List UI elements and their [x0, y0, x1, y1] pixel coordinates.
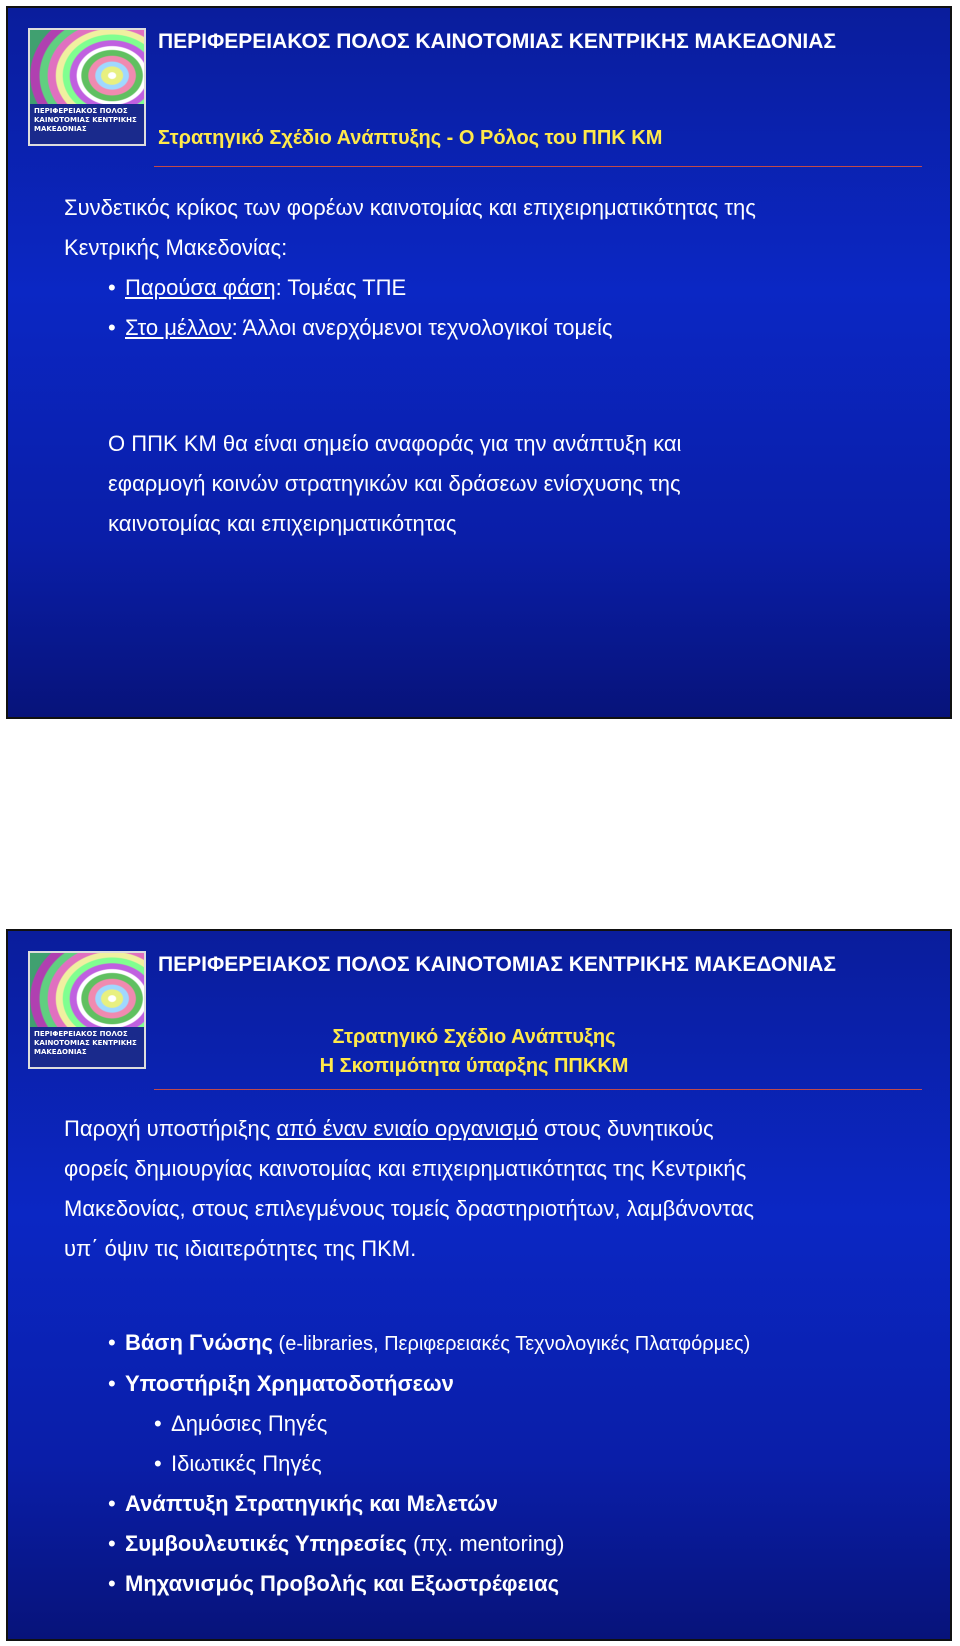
bullet-list: [108, 268, 756, 348]
slide-2: [6, 929, 952, 1641]
intro-line: Συνδετικός κρίκος των φορέων καινοτομίας και επιχειρηματικότητας της: [64, 195, 756, 220]
bullet-text: : Άλλοι ανερχόμενοι τεχνολογικοί τομείς: [231, 315, 613, 340]
item-detail: (πχ. mentoring): [406, 1531, 565, 1556]
subtitle-line: Η Σκοπιμότητα ύπαρξης ΠΠΚΚΜ: [319, 1055, 629, 1077]
list-item: [154, 1404, 750, 1444]
paragraph-line: εφαρμογή κοινών στρατηγικών και δράσεων ενίσχυσης της: [108, 471, 681, 496]
item-title: Δημόσιες Πηγές: [171, 1411, 328, 1436]
intro-text: [64, 188, 756, 348]
bullet-text: : Τομέας ΤΠΕ: [275, 275, 407, 300]
list-item: [108, 1564, 750, 1604]
intro-line: Κεντρικής Μακεδονίας:: [64, 235, 288, 260]
paragraph-line: υπ΄ όψιν τις ιδιαιτερότητες της ΠΚΜ.: [64, 1236, 417, 1261]
list-item: [154, 1444, 750, 1484]
role-paragraph: [108, 424, 681, 544]
slide-subtitle: Στρατηγικό Σχέδιο Ανάπτυξης - Ο Ρόλος του ΠΠΚ ΚΜ: [158, 127, 663, 149]
paragraph-text: στους δυνητικούς: [537, 1116, 714, 1141]
list-item: [108, 1484, 750, 1524]
item-title: Ανάπτυξη Στρατηγικής και Μελετών: [125, 1491, 499, 1516]
list-item: [108, 268, 756, 308]
title-divider: [154, 1089, 922, 1090]
paragraph-line: φορείς δημιουργίας καινοτομίας και επιχειρηματικότητας της Κεντρικής: [64, 1156, 747, 1181]
item-title: Μηχανισμός Προβολής και Εξωστρέφειας: [125, 1571, 560, 1596]
slide-1: [6, 6, 952, 719]
logo-caption: ΠΕΡΙΦΕΡΕΙΑΚΟΣ ΠΟΛΟΣ ΚΑΙΝΟΤΟΜΙΑΣ ΚΕΝΤΡΙΚΗΣ ΜΑΚΕΔΟΝΙΑΣ: [30, 1027, 144, 1067]
paragraph-text: Παροχή υποστήριξης: [64, 1116, 277, 1141]
list-item: [108, 308, 756, 348]
paragraph-line: Ο ΠΠΚ ΚΜ θα είναι σημείο αναφοράς για την ανάπτυξη και: [108, 431, 682, 456]
purpose-paragraph: [64, 1109, 754, 1269]
subtitle-line: Στρατηγικό Σχέδιο Ανάπτυξης: [332, 1026, 616, 1048]
logo-caption: ΠΕΡΙΦΕΡΕΙΑΚΟΣ ΠΟΛΟΣ ΚΑΙΝΟΤΟΜΙΑΣ ΚΕΝΤΡΙΚΗΣ ΜΑΚΕΔΟΝΙΑΣ: [30, 104, 144, 144]
organization-logo-icon: [28, 28, 146, 146]
list-item: [108, 1364, 750, 1404]
organization-logo-icon: [28, 951, 146, 1069]
paragraph-line: Μακεδονίας, στους επιλεγμένους τομείς δραστηριοτήτων, λαμβάνοντας: [64, 1196, 754, 1221]
slide-subtitle: [154, 1023, 794, 1081]
organization-title: ΠΕΡΙΦΕΡΕΙΑΚΟΣ ΠΟΛΟΣ ΚΑΙΝΟΤΟΜΙΑΣ ΚΕΝΤΡΙΚΗΣ ΜΑΚΕΔΟΝΙΑΣ: [158, 953, 837, 976]
item-title: Βάση Γνώσης: [125, 1330, 273, 1355]
title-divider: [154, 166, 922, 167]
bullet-label: Στο μέλλον: [125, 315, 232, 340]
list-item: [108, 1524, 750, 1564]
bullet-label: Παρούσα φάση: [125, 275, 276, 300]
services-list: [108, 1323, 750, 1604]
paragraph-underlined-text: από έναν ενιαίο οργανισμό: [276, 1116, 538, 1141]
organization-title: ΠΕΡΙΦΕΡΕΙΑΚΟΣ ΠΟΛΟΣ ΚΑΙΝΟΤΟΜΙΑΣ ΚΕΝΤΡΙΚΗΣ ΜΑΚΕΔΟΝΙΑΣ: [158, 30, 837, 53]
paragraph-line: καινοτομίας και επιχειρηματικότητας: [108, 511, 457, 536]
item-title: Συμβουλευτικές Υπηρεσίες: [125, 1531, 407, 1556]
item-title: Ιδιωτικές Πηγές: [171, 1451, 322, 1476]
item-title: Υποστήριξη Χρηματοδοτήσεων: [125, 1371, 454, 1396]
item-detail: (e-libraries, Περιφερειακές Τεχνολογικές Πλατφόρμες): [272, 1333, 751, 1355]
paragraph-line: [64, 1109, 754, 1149]
list-item: [108, 1323, 750, 1364]
